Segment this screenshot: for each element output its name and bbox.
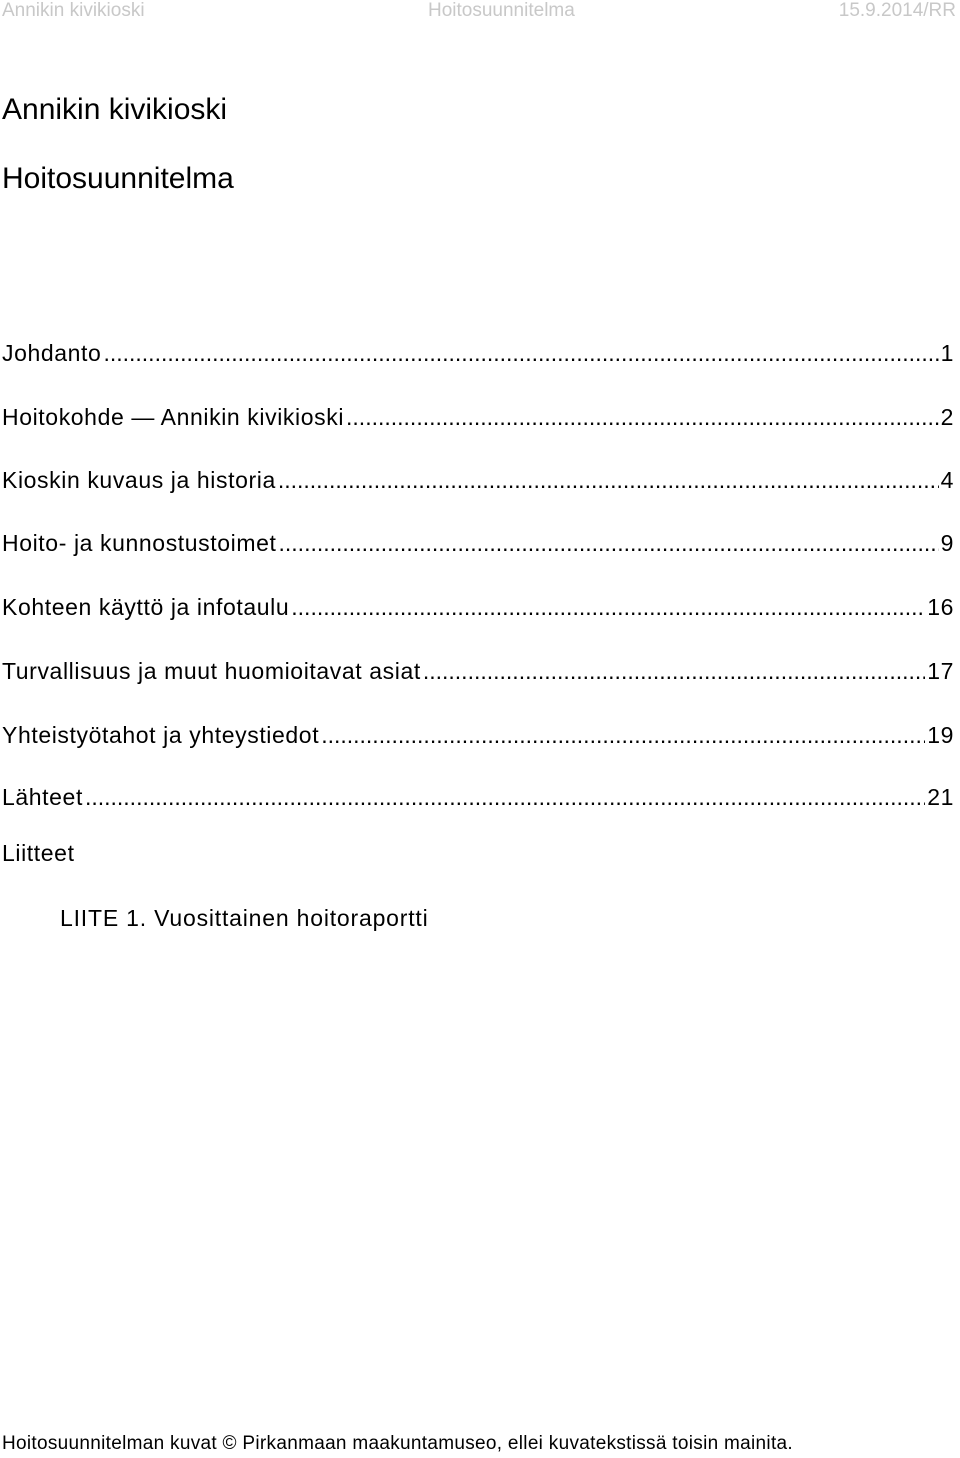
toc-dot-leader (321, 720, 925, 750)
toc-entry-page[interactable]: 1 (940, 340, 954, 366)
toc-dot-leader (279, 528, 939, 558)
toc-entry-label[interactable]: Lähteet (2, 784, 83, 810)
toc-entry[interactable] (2, 592, 954, 622)
header-site-name: Annikin kivikioski (2, 0, 145, 21)
toc-entry-page[interactable]: 2 (940, 404, 954, 430)
toc-entry[interactable] (2, 338, 954, 368)
toc-entry-label[interactable]: Kohteen käyttö ja infotaulu (2, 594, 290, 620)
toc-entry-label[interactable]: Hoito- ja kunnostustoimet (2, 530, 277, 556)
document-subtitle: Hoitosuunnitelma (2, 162, 234, 195)
toc-entry-label[interactable]: Turvallisuus ja muut huomioitavat asiat (2, 658, 421, 684)
toc-entry-label[interactable]: Johdanto (2, 340, 102, 366)
toc-entry-page[interactable]: 9 (940, 530, 954, 556)
toc-entry-label[interactable]: Kioskin kuvaus ja historia (2, 467, 276, 493)
header-document-type: Hoitosuunnitelma (428, 0, 575, 21)
toc-entry[interactable] (2, 465, 954, 495)
toc-entry[interactable] (2, 656, 954, 686)
toc-entry-page[interactable]: 21 (927, 784, 954, 810)
table-of-contents (2, 0, 954, 1458)
toc-dot-leader (291, 592, 925, 622)
toc-entry[interactable] (2, 720, 954, 750)
toc-entry-page[interactable]: 4 (940, 467, 954, 493)
toc-dot-leader (423, 656, 925, 686)
toc-entry[interactable] (2, 782, 954, 812)
toc-entry[interactable] (2, 402, 954, 432)
toc-dot-leader (346, 402, 939, 432)
appendix-entry[interactable]: LIITE 1. Vuosittainen hoitoraportti (60, 905, 429, 931)
header-date-author: 15.9.2014/RR (838, 0, 956, 21)
toc-dot-leader (278, 465, 939, 495)
toc-entry-page[interactable]: 17 (927, 658, 954, 684)
toc-dot-leader (103, 338, 938, 368)
toc-entry[interactable] (2, 528, 954, 558)
toc-entry-label[interactable]: Hoitokohde — Annikin kivikioski (2, 404, 345, 430)
toc-dot-leader (85, 782, 925, 812)
appendices-heading: Liitteet (2, 840, 75, 866)
toc-entry-label[interactable]: Yhteistyötahot ja yhteystiedot (2, 722, 320, 748)
footer-credit: Hoitosuunnitelman kuvat © Pirkanmaan maakuntamuseo, ellei kuvatekstissä toisin mainita. (2, 1433, 793, 1454)
document-title: Annikin kivikioski (2, 93, 228, 126)
toc-entry-page[interactable]: 16 (927, 594, 954, 620)
toc-entry-page[interactable]: 19 (927, 722, 954, 748)
